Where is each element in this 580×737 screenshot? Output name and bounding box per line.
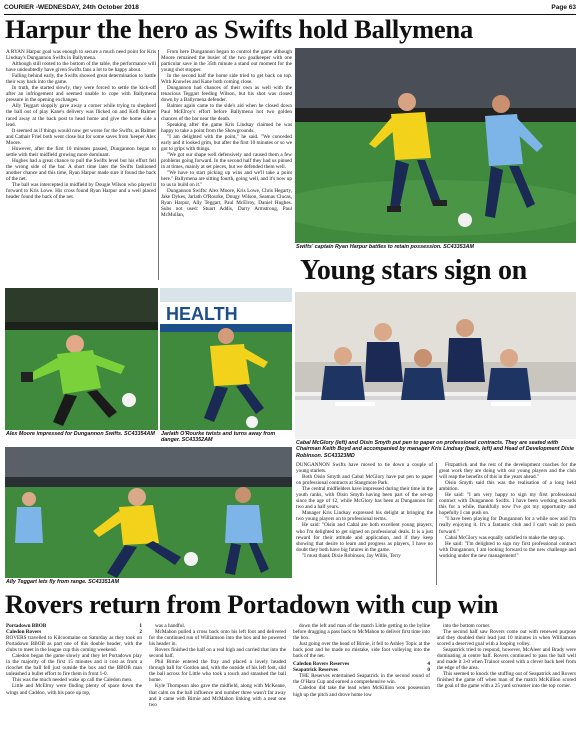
paragraph: A RYAN Harpur goal was enough to secure a much need point for Kris Lindsay's Dungannon Swifts in Ballymena. [6,49,156,62]
headline-young-stars: Young stars sign on [300,255,527,286]
paragraph: "We got our shape well defensively and caused them a few problems going forward. In the second half they had us pinned in at times, mainly at set pieces, but we defended them well. [161,151,292,170]
paragraph: McMahon pulled a cross back onto his left foot and delivered for the continued run of Williamson into the box and he powered his header in. [149,629,286,648]
paragraph: Speaking after the game Kris Lindsay claimed he was happy to take a point from the Showgrounds. [161,121,292,134]
caption-moore: Alex Moore impressed for Dungannon Swifts. SC43354AM [6,431,155,437]
paragraph: The ball was intercepted in midfield by Dougie Wilson who played it forward to Kris Lowe. His cross found Ryan Harpur and a well placed header found the back of the net. [6,182,156,201]
paragraph: He said: "Oisin and Cabal are both excellent young players, who I'm delighted to get signed on professional deals. It is a just reward for their attitude and application, and if they keep showing that desire to learn and progress as players, I have no doubt they both have big futures in the game. [296,522,433,553]
paragraph: "We have to start picking up wins and we'll take a point here." Ballymena are sitting fourth, going well, and it's now up to us to build on it." [161,169,292,189]
paragraph: "I am delighted with the point," he said. "We conceded early and it looked grim, but after the first 10 minutes or so we got to grips with things. [161,133,292,152]
paragraph: However, after the first 10 minutes passed, Dungannon began to settle with their midfield growing more dominant. [6,145,156,158]
caption-orourke: Jarlath O'Rourke twists and turns away from danger. SC43352AM [161,431,276,444]
story2-column-1 [296,462,433,587]
paragraph: "I must thank Dixie Robinson, Jay Willis, Terry [302,552,401,559]
caption-harpur: Swifts' captain Ryan Harpur battles to retain possession. SC43353AM [296,244,475,250]
caption-signing: Cabal McGlory (left) and Oisin Smyth put pen to paper on professional contracts. They are seated with Chairman Keith Boyd and accompanied by manager Kris Lindsay (back, left) and Head of Development Dixie Robinson. SC43323MD [296,440,574,459]
paragraph: Ally Teggart sloppily gave away a corner while trying to shepherd the ball out of play Kane's delivery was flicked on and Kofi Balmer raced away at the back post to head home and give the home side a lead. [6,103,156,128]
paragraph: This seemed to knock the stuffing out of Seapatrick and Rovers finished the game off when man of the match McKillion scored the goal of the game with a 25 yard screamer into the top corner. [437,671,576,690]
caption-teggart: Ally Teggart lets fly from range. SC43351AM [6,579,120,585]
photo-harpur [295,48,576,243]
story3-column-3 [293,623,430,735]
paragraph: ROVERS travelled to Kilcoomaine on Saturday as they took on Portadown BBOB as part one of this double header, with the clubs to meet in the league cup this coming weekend. [6,635,142,654]
paragraph: Little and McElroy were finding plenty of space down the wings and Caddoo, with his pace up top, [6,683,142,696]
paragraph: Although still rooted to the bottom of the table, the performance will have undoubtedly have given Swifts fans a lot to be happy about. [6,61,156,74]
photo-teggart [5,447,292,578]
paragraph: Dungannon had chances of their own as well with the tenacious Teggart feeding Wilson, but his shot was closed down by a Ballymena defender. [161,85,292,104]
result-line-1a: Portadown BBOB 1 [6,623,142,629]
paragraph: He said: "I'm delighted to sign my first professional contract with Dungannon, I am looking forward to the new challenge and working under the new management!" [439,540,576,559]
paragraph: The second half saw Rovers come out with renewed purpose and they doubled their lead just 10 minutes in when Williamson scored a deserved goal with a looping volley. [437,629,576,648]
paragraph: Manager Kris Lindsay expressed his delight at bringing the two young players on to professional terms. [296,510,433,523]
paragraph: was a handful. [155,623,186,629]
paragraph: Caledon began the game slowly and they let Portadown play in the majority of the first 15 minutes and it cost as from a ricochet the ball fell just outside the box and the BBOB man unleashed a bullet effort to fire them in front 1-0. [6,653,142,678]
story2-column-2 [439,462,576,587]
result-line-2b: Seapatrick Reserves 0 [293,667,430,674]
paragraph: He said: "I am very happy to sign my first professional contract with Dungannon Swifts. I have been working towards this for a while, thankfully now I've got my opportunity and hopefully I can push on. [439,492,576,517]
paragraph: The central midfielders have impressed during their time in the youth ranks, with Oisin Smyth having been part of the set-up since the age of 12, while McGlory has been at Dungannon for two and a half years. [296,486,433,511]
headline-rovers: Rovers return from Portadown with cup win [5,589,499,619]
paragraph: This was the much needed wake up call the Caledon men. [12,677,133,684]
photo-moore [5,288,158,430]
story1-column-2 [161,49,292,284]
hoarding-text: HEALTH [166,304,238,324]
paragraph: Oisin Smyth said this was the realisation of a long held ambition. [439,480,576,493]
headline-harpur: Harpur the hero as Swifts hold Ballymena [5,14,474,44]
story3-column-1 [6,623,142,735]
publication-date: COURIER -WEDNESDAY, 24th October 2018 [4,4,139,11]
paragraph: Rovers finished the half on a real high and carried that into the second half. [149,647,286,660]
paragraph: It seemed as if things would now get worse for the Swifts, as Balmer and Cathair Friel both went close but for some saves from 'keeper Alex Moore. [6,127,156,146]
paragraph: down the left and man of the match Little getting to the byline before dragging a pass back to McMahon to deliver first time into the box. [293,623,430,642]
paragraph: Phil Birnie entered the fray and placed a lovely headed through ball for Gordon and, with the outside of his left foot, slid the ball across for Little who took a touch and smashed the ball home. [149,659,286,684]
photo-orourke [160,288,292,430]
story3-column-4 [437,623,576,735]
paragraph: "I have been playing for Dungannon for a while now and I'm really enjoying it. It's a fantastic club and I can't wait to push forward." [439,516,576,535]
paragraph: Both Oisin Smyth and Cabal McGlory have put pen to paper on professional contracts at Stangmore Park. [296,474,433,487]
result-line-2a: Caledon Rovers Reserves 4 [293,661,430,668]
result-line-1b: Caledon Rovers 2 [6,629,142,636]
paragraph: Dungannon Swifts: Alex Moore, Kris Lowe, Chris Hegarty, Jake Dykes, Jarlath O'Rourke, Dougy Wilson, Seamas Clucas, Ryan Harpur, Ally Teggart, Paul McElroy, Daniel Hughes. Subs not used: Stuart Addis, Darry Armstrong, Paul McMullan, [161,188,292,219]
story3-column-2 [149,623,286,735]
paragraph: Seapatrick tried to respond, however, McAleer and Brady were dominating at centre half. Rovers continued to pass the ball well and made it 3-0 when Trainor scored with a clever back heel from the edge of the area. [437,647,576,672]
paragraph: From here Dungannon began to control the game although Moore remained the busier of the two goalkeeper with one particular save in the 35th minute a stand out moment for the young shot stopper. [161,49,292,74]
paragraph: Kyle Thompson also gave the midfield, along with McKeane, that calm on the ball influence and number three wasn't far away and it came with Birnie and McMahon linking with a neat one two [149,683,286,708]
page-number: Page 63 [551,4,576,11]
photo-signing [295,292,576,439]
paragraph: Fitzpatrick and the rest of the development coaches for the great work they are doing with our young players and the club will reap the benefits of this in the years ahead." [439,462,576,481]
paragraph: into the bottom corner. [443,623,491,629]
paragraph: Hughes had a great chance to pull the Swifts level but his effort fell the wrong side of the bar. A short time later the Swifts fashioned another chance and this time, Ryan Harpur made sure it found the back of the net. [6,157,156,182]
paragraph: Balmer again came to the side's aid when he closed down Paul McElroy's effort before Ballymena hot two golden chances of the bar near the death. [161,103,292,122]
paragraph: Falling behind early, the Swifts showed great determination to battle their way back into the game. [6,73,156,86]
column-rule [158,50,159,280]
story1-column-1 [6,49,156,284]
paragraph: In truth, the started slowly, they were forced to settle the kick-off after an infringement and seemed unable to cope with Ballymena pressure in the opening exchanges. [6,85,156,104]
paragraph: DUNGANNON Swifts have moved to tie down a couple of young starlets. [296,462,433,475]
column-rule [436,463,437,585]
paragraph: In the second half the home side tried to get back on top. With Knowles and Kane both coming close. [161,73,292,86]
page-header [4,2,576,13]
paragraph: THE Reserves entertained Seapatrick in the second round of the O'Hara Cup and earned a comprehensive win. [293,673,430,686]
paragraph: Cabal McGlory was equally satisfied to make the step up. [445,534,565,541]
paragraph: Caledon did take the lead when McKillion won possession high up the pitch and drove home low [293,685,430,698]
paragraph: Just going over the head of Birnie, it fell to Ashley Topic at the back post and he made no mistake, side foot volleying into the back of the net. [293,641,430,660]
